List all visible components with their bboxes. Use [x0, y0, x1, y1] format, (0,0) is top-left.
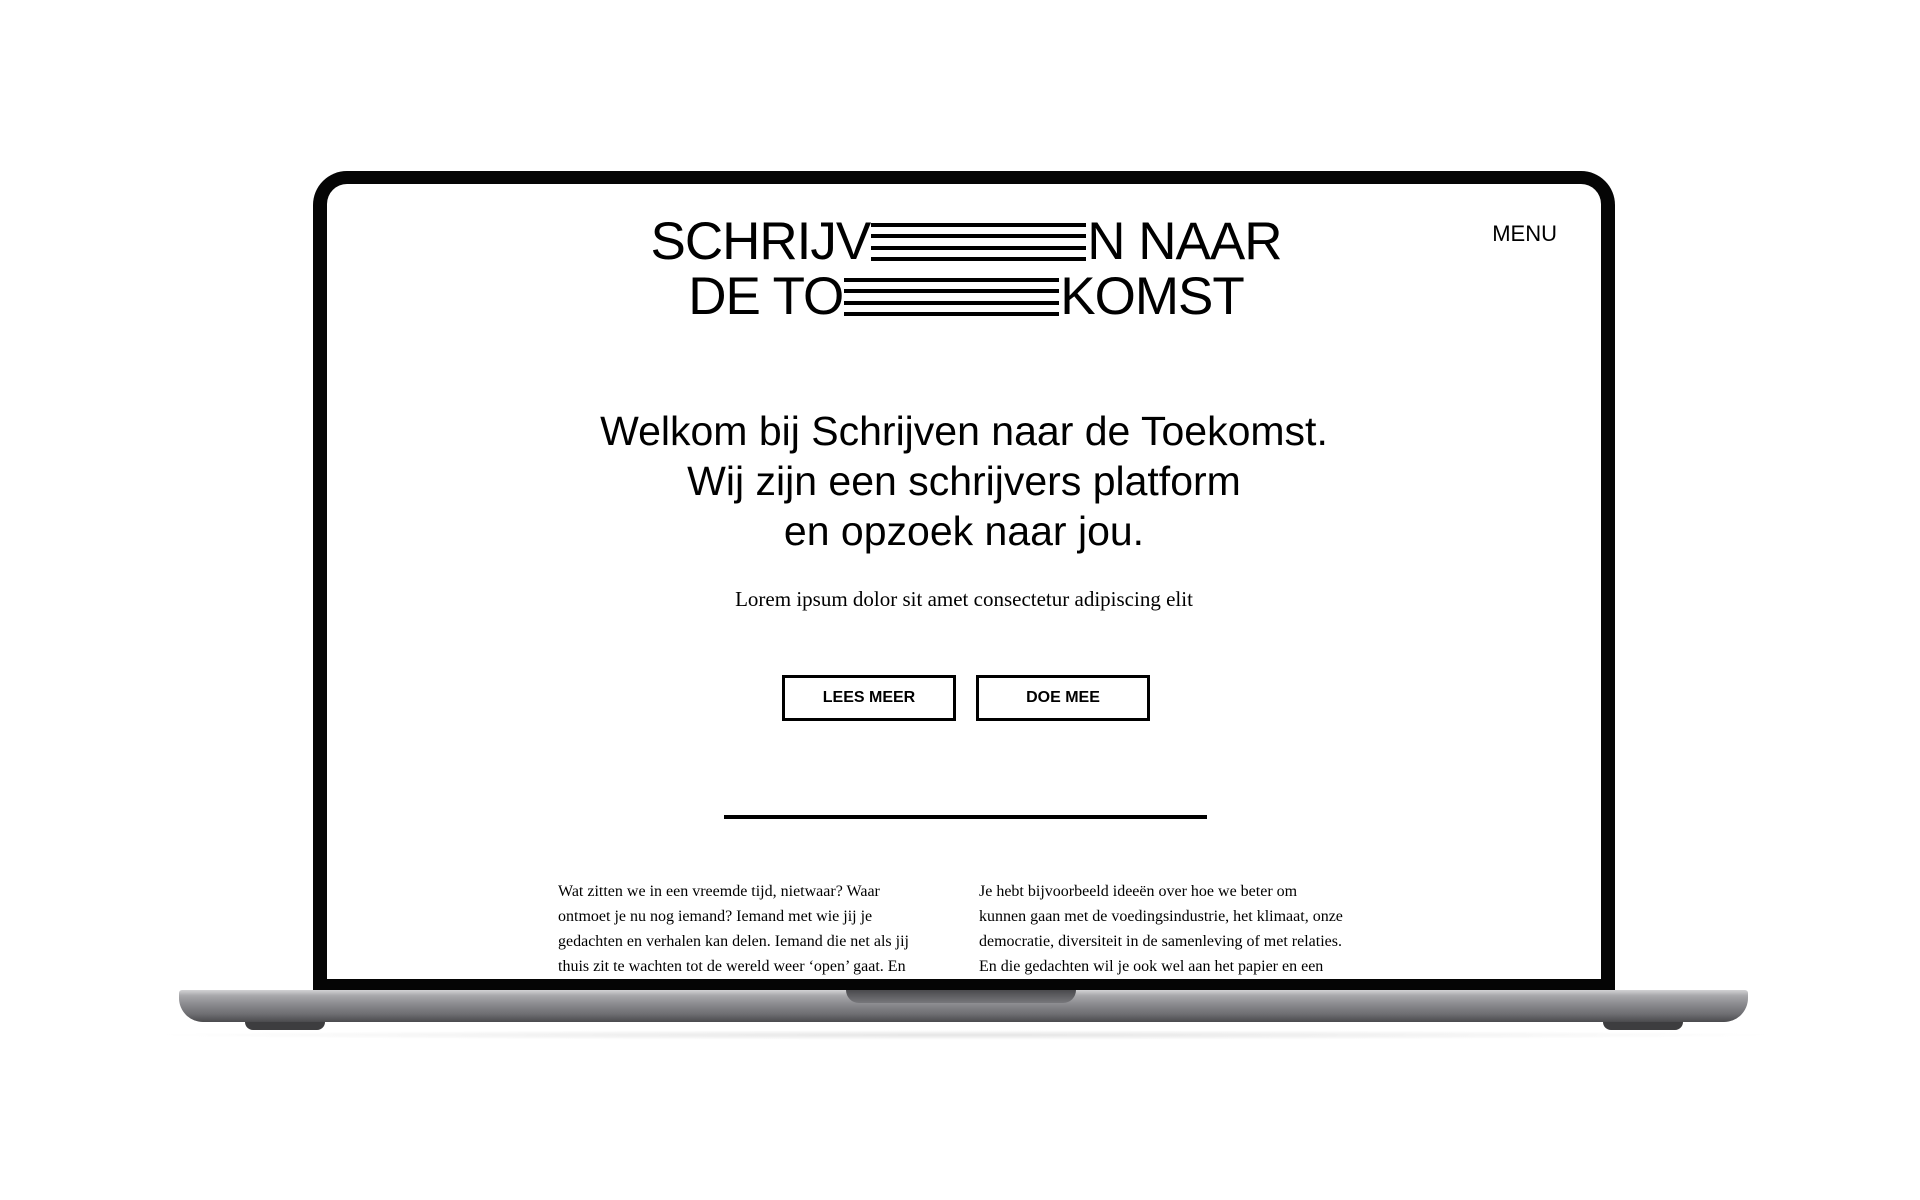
paragraph-line: ontmoet je nu nog iemand? Iemand met wie jij je [558, 908, 873, 925]
hero-headline-line: Wij zijn een schrijvers platform [687, 458, 1241, 504]
paragraph-line: Je hebt bijvoorbeeld ideeën over hoe we beter om [979, 883, 1298, 900]
laptop-shadow [140, 1030, 1790, 1040]
hero-headline-line: en opzoek naar jou. [783, 508, 1145, 554]
logo-text: DE TO [688, 267, 844, 326]
paragraph-line: En die gedachten wil je ook wel aan het papier en een [979, 958, 1324, 975]
menu-button[interactable]: MENU [1492, 221, 1557, 246]
paragraph-line: gedachten en verhalen kan delen. Iemand die net als jij [558, 933, 909, 950]
section-divider [724, 815, 1207, 819]
site-logo[interactable] [327, 214, 1601, 324]
logo-text: KOMST [1060, 267, 1244, 326]
hero-subtitle: Lorem ipsum dolor sit amet consectetur adipiscing elit [735, 587, 1193, 611]
laptop-hinge-notch [846, 990, 1076, 1003]
paragraph-line: Wat zitten we in een vreemde tijd, nietwaar? Waar [558, 883, 880, 900]
logo-line-1 [331, 214, 1601, 269]
logo-text: SCHRIJV [650, 212, 871, 271]
lees-meer-button[interactable]: LEES MEER [782, 675, 956, 721]
intro-text-left [558, 879, 958, 979]
logo-text: N NAAR [1087, 212, 1282, 271]
logo-stripes-icon [844, 278, 1059, 316]
laptop-foot-left [245, 1022, 325, 1030]
paragraph-line: thuis zit te wachten tot de wereld weer ‘open’ gaat. En [558, 958, 906, 975]
hero-headline-line: Welkom bij Schrijven naar de Toekomst. [600, 408, 1328, 454]
logo-stripes-icon [871, 223, 1086, 261]
doe-mee-button[interactable]: DOE MEE [976, 675, 1150, 721]
paragraph-line: kunnen gaan met de voedingsindustrie, het klimaat, onze [979, 908, 1343, 925]
laptop-foot-right [1603, 1022, 1683, 1030]
laptop-screen [327, 184, 1601, 979]
hero-headline [327, 406, 1601, 556]
intro-text-right [979, 879, 1389, 979]
paragraph-line: democratie, diversiteit in de samenleving of met relaties. [979, 933, 1342, 950]
logo-line-2 [331, 269, 1601, 324]
